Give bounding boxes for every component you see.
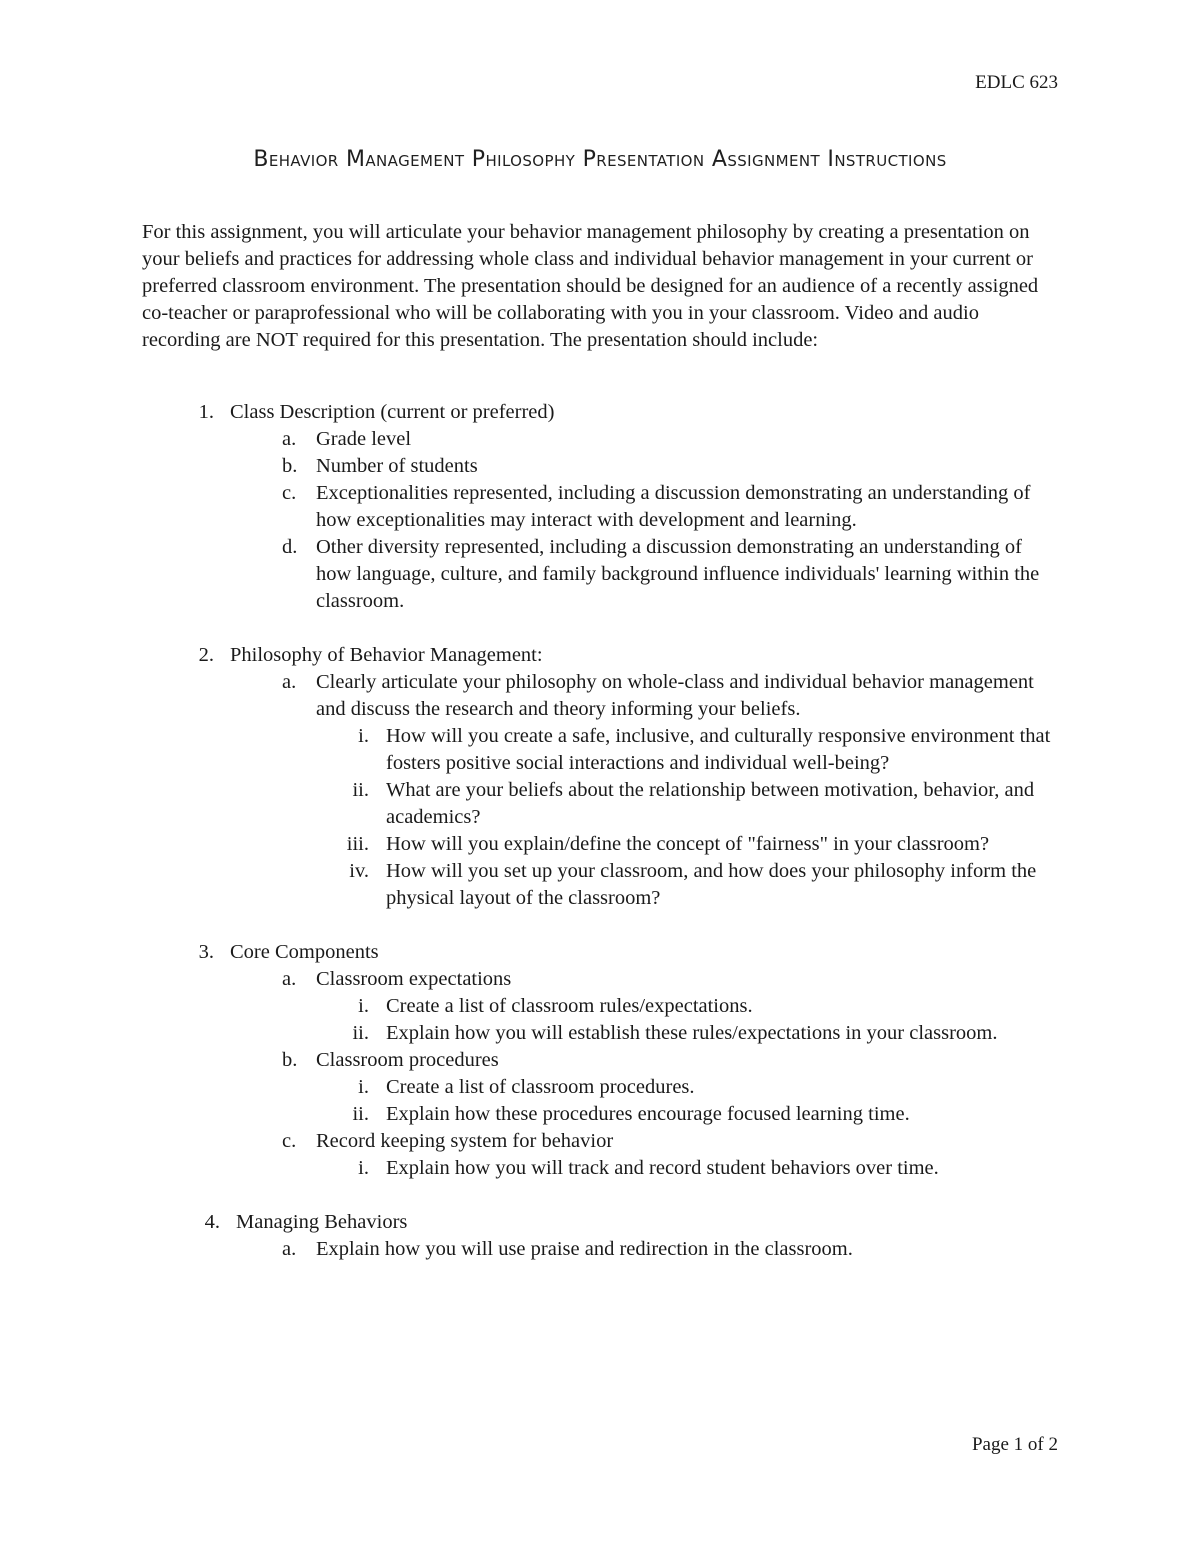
list-label: Managing Behaviors — [236, 1211, 408, 1233]
list-text: How will you set up your classroom, and how does your philosophy inform the physical layout of the classroom? — [386, 860, 1037, 909]
list-item — [142, 480, 1058, 534]
list-item — [142, 777, 1058, 831]
instructions-outline — [142, 399, 1058, 1290]
list-item — [142, 1236, 1058, 1263]
list-letter: a. — [282, 968, 297, 990]
list-letter: c. — [282, 482, 297, 504]
list-roman: ii. — [352, 1022, 369, 1044]
list-item — [142, 642, 1058, 669]
list-text: Explain how you will track and record student behaviors over time. — [386, 1157, 939, 1179]
list-label: Philosophy of Behavior Management: — [230, 644, 543, 666]
list-text: Explain how these procedures encourage focused learning time. — [386, 1103, 910, 1125]
list-text: Number of students — [316, 455, 478, 477]
list-item — [142, 939, 1058, 966]
list-number: 3. — [198, 941, 214, 963]
list-text: Explain how you will use praise and redirection in the classroom. — [316, 1238, 853, 1260]
list-text: Grade level — [316, 428, 412, 450]
list-text: Create a list of classroom rules/expectations. — [386, 995, 753, 1017]
list-item — [142, 426, 1058, 453]
list-text: Classroom expectations — [316, 968, 512, 990]
list-roman: ii. — [352, 1103, 369, 1125]
list-item — [142, 1128, 1058, 1155]
list-item — [142, 534, 1058, 615]
list-item — [142, 993, 1058, 1020]
section-core-components — [142, 939, 1058, 1182]
list-item — [142, 858, 1058, 912]
list-item — [142, 966, 1058, 993]
section-class-description — [142, 399, 1058, 615]
list-item — [142, 831, 1058, 858]
list-text: Clearly articulate your philosophy on whole-class and individual behavior management and discuss the research and theory informing your beliefs. — [316, 671, 1034, 720]
list-number: 2. — [198, 644, 214, 666]
list-roman: iii. — [346, 833, 369, 855]
list-roman: i. — [358, 1157, 369, 1179]
list-text: Create a list of classroom procedures. — [386, 1076, 695, 1098]
intro-paragraph: For this assignment, you will articulate your behavior management philosophy by creating a presentation on your beliefs and practices for addressing whole class and individual behavior management in your current or preferred classroom environment. The presentation should be designed for an audience of a recently assigned co-teacher or paraprofessional who will be collaborating with you in your classroom. Video and audio recording are NOT required for this presentation. The presentation should include: — [142, 221, 1039, 351]
list-letter: a. — [282, 1238, 297, 1260]
list-letter: b. — [282, 1049, 298, 1071]
list-number: 1. — [198, 401, 214, 423]
list-text: Classroom procedures — [316, 1049, 499, 1071]
page-number: Page 1 of 2 — [971, 1434, 1058, 1455]
list-item — [142, 669, 1058, 723]
section-managing-behaviors — [142, 1209, 1058, 1263]
list-roman: ii. — [352, 779, 369, 801]
list-item — [142, 453, 1058, 480]
list-letter: b. — [282, 455, 298, 477]
list-item — [142, 399, 1058, 426]
list-text: Record keeping system for behavior — [316, 1130, 614, 1152]
list-item — [142, 1209, 1058, 1236]
list-number: 4. — [204, 1211, 220, 1233]
course-code: EDLC 623 — [975, 72, 1058, 93]
list-item — [142, 723, 1058, 777]
list-roman: i. — [358, 1076, 369, 1098]
list-letter: c. — [282, 1130, 297, 1152]
list-text: What are your beliefs about the relationship between motivation, behavior, and academics? — [386, 779, 1035, 828]
list-text: Other diversity represented, including a discussion demonstrating an understanding of how language, culture, and family background influence individuals' learning within the classroom. — [316, 536, 1040, 612]
list-text: Exceptionalities represented, including a discussion demonstrating an understanding of how exceptionalities may interact with development and learning. — [316, 482, 1031, 531]
list-roman: i. — [358, 725, 369, 747]
page-title: Behavior Management Philosophy Presentation Assignment Instructions — [253, 147, 947, 172]
list-letter: a. — [282, 671, 297, 693]
section-philosophy — [142, 642, 1058, 912]
list-letter: a. — [282, 428, 297, 450]
list-item — [142, 1101, 1058, 1128]
list-item — [142, 1074, 1058, 1101]
list-item — [142, 1047, 1058, 1074]
list-label: Core Components — [230, 941, 379, 963]
list-text: How will you create a safe, inclusive, and culturally responsive environment that fosters positive social interactions and individual well-being? — [386, 725, 1051, 774]
list-item — [142, 1020, 1058, 1047]
list-text: Explain how you will establish these rules/expectations in your classroom. — [386, 1022, 998, 1044]
list-item — [142, 1155, 1058, 1182]
list-letter: d. — [282, 536, 298, 558]
list-roman: iv. — [349, 860, 369, 882]
list-label: Class Description (current or preferred) — [230, 401, 555, 423]
list-roman: i. — [358, 995, 369, 1017]
list-text: How will you explain/define the concept of "fairness" in your classroom? — [386, 833, 990, 855]
